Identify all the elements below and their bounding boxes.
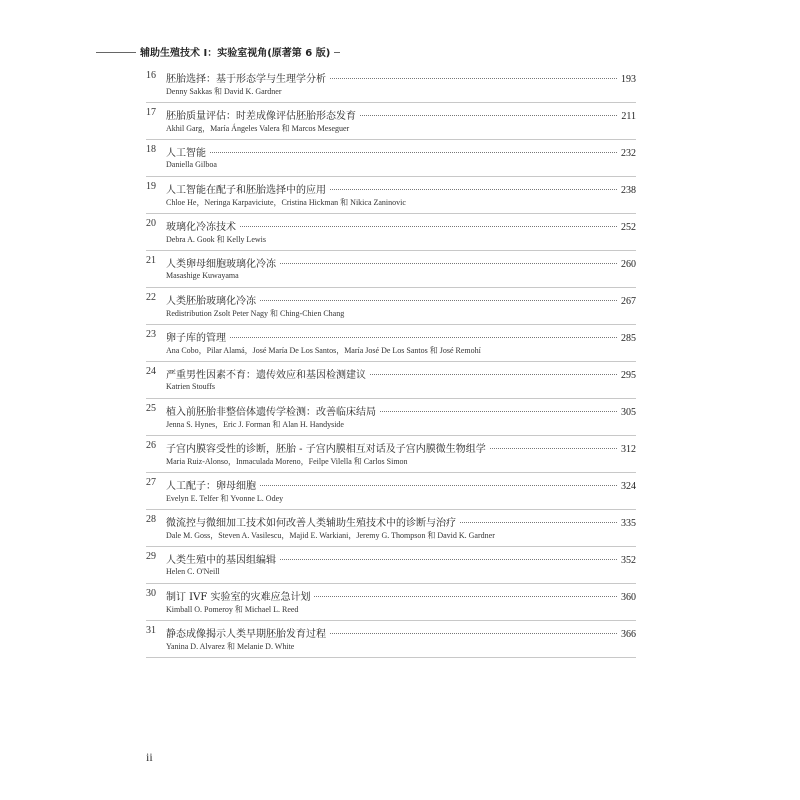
- chapter-authors: Daniella Gilboa: [166, 160, 217, 169]
- chapter-authors: Katrien Stouffs: [166, 382, 215, 391]
- chapter-page: 260: [621, 259, 636, 270]
- chapter-number: 16: [146, 70, 156, 81]
- chapter-title: 胚胎选择：基于形态学与生理学分析: [166, 74, 326, 85]
- chapter-title: 人工智能在配子和胚胎选择中的应用: [166, 185, 326, 196]
- chapter-authors: Redistribution Zsolt Peter Nagy 和 Ching-Chien Chang: [166, 309, 345, 318]
- chapter-authors: Maria Ruiz-Alonso，Inmaculada Moreno，Feilpe Vilella 和 Carlos Simon: [166, 457, 408, 466]
- chapter-number: 21: [146, 255, 156, 266]
- chapter-authors: Masashige Kuwayama: [166, 271, 239, 280]
- chapter-authors: Denny Sakkas 和 David K. Gardner: [166, 87, 282, 96]
- chapter-number: 23: [146, 329, 156, 340]
- chapter-number: 26: [146, 440, 156, 451]
- chapter-number: 20: [146, 218, 156, 229]
- chapter-page: 285: [621, 333, 636, 344]
- chapter-title: 卵子库的管理: [166, 333, 226, 344]
- dot-leader: [330, 78, 617, 79]
- chapter-title: 人工智能: [166, 148, 206, 159]
- dot-leader: [360, 115, 617, 116]
- chapter-authors: Kimball O. Pomeroy 和 Michael L. Reed: [166, 605, 299, 614]
- chapter-title: 人类卵母细胞玻璃化冷冻: [166, 259, 276, 270]
- chapter-number: 31: [146, 625, 156, 636]
- toc-entry[interactable]: [146, 177, 636, 214]
- chapter-number: 24: [146, 366, 156, 377]
- chapter-number: 27: [146, 477, 156, 488]
- chapter-title: 严重男性因素不育：遗传效应和基因检测建议: [166, 370, 366, 381]
- chapter-page: 295: [621, 370, 636, 381]
- toc-entry[interactable]: [146, 140, 636, 177]
- chapter-page: 211: [621, 111, 636, 122]
- dot-leader: [490, 448, 617, 449]
- dot-leader: [370, 374, 617, 375]
- dot-leader: [260, 300, 617, 301]
- toc-entry[interactable]: [146, 547, 636, 584]
- chapter-authors: Dale M. Goss，Steven A. Vasilescu，Majid E. Warkiani，Jeremy G. Thompson 和 David K. Gardner: [166, 531, 495, 540]
- chapter-title: 静态成像揭示人类早期胚胎发育过程: [166, 629, 326, 640]
- toc-entry[interactable]: [146, 473, 636, 510]
- chapter-title: 人类生殖中的基因组编辑: [166, 555, 276, 566]
- book-title: 辅助生殖技术 I：实验室视角(原著第 6 版): [136, 44, 334, 59]
- page-number: ii: [146, 750, 153, 764]
- toc-entry[interactable]: [146, 362, 636, 399]
- chapter-title: 胚胎质量评估：时差成像评估胚胎形态发育: [166, 111, 356, 122]
- chapter-title: 人类胚胎玻璃化冷冻: [166, 296, 256, 307]
- dot-leader: [230, 337, 617, 338]
- chapter-page: 305: [621, 407, 636, 418]
- dot-leader: [314, 596, 617, 597]
- chapter-authors: Akhil Garg，María Ángeles Valera 和 Marcos Meseguer: [166, 124, 350, 133]
- chapter-page: 324: [621, 481, 636, 492]
- chapter-page: 232: [621, 148, 636, 159]
- toc-entry[interactable]: [146, 325, 636, 362]
- dot-leader: [210, 152, 617, 153]
- toc-entry[interactable]: [146, 66, 636, 103]
- chapter-page: 252: [621, 222, 636, 233]
- chapter-authors: Helen C. O'Neill: [166, 567, 220, 576]
- chapter-authors: Ana Cobo，Pilar Alamá，José María De Los Santos，María José De Los Santos 和 José Remohí: [166, 346, 481, 355]
- chapter-page: 360: [621, 592, 636, 603]
- chapter-page: 312: [621, 444, 636, 455]
- dot-leader: [460, 522, 617, 523]
- chapter-page: 335: [621, 518, 636, 529]
- toc-entry[interactable]: [146, 436, 636, 473]
- chapter-number: 30: [146, 588, 156, 599]
- chapter-title: 植入前胚胎非整倍体遗传学检测：改善临床结局: [166, 407, 376, 418]
- chapter-page: 366: [621, 629, 636, 640]
- toc-entry[interactable]: [146, 399, 636, 436]
- chapter-page: 352: [621, 555, 636, 566]
- chapter-title: 微流控与微细加工技术如何改善人类辅助生殖技术中的诊断与治疗: [166, 518, 456, 529]
- dot-leader: [260, 485, 617, 486]
- toc-entry[interactable]: [146, 214, 636, 251]
- dot-leader: [240, 226, 617, 227]
- dot-leader: [280, 559, 617, 560]
- toc-entry[interactable]: [146, 621, 636, 658]
- chapter-number: 28: [146, 514, 156, 525]
- chapter-page: 267: [621, 296, 636, 307]
- chapter-authors: Yanina D. Alvarez 和 Melanie D. White: [166, 642, 295, 651]
- table-of-contents: [146, 66, 636, 658]
- dot-leader: [380, 411, 617, 412]
- chapter-authors: Evelyn E. Telfer 和 Yvonne L. Odey: [166, 494, 284, 503]
- toc-entry[interactable]: [146, 251, 636, 288]
- chapter-page: 238: [621, 185, 636, 196]
- chapter-number: 29: [146, 551, 156, 562]
- toc-entry[interactable]: [146, 103, 636, 140]
- chapter-title: 玻璃化冷冻技术: [166, 222, 236, 233]
- chapter-authors: Debra A. Gook 和 Kelly Lewis: [166, 235, 266, 244]
- dot-leader: [280, 263, 617, 264]
- chapter-number: 18: [146, 144, 156, 155]
- toc-entry[interactable]: [146, 288, 636, 325]
- running-header: [96, 42, 340, 60]
- toc-entry[interactable]: [146, 510, 636, 547]
- chapter-number: 22: [146, 292, 156, 303]
- toc-entry[interactable]: [146, 584, 636, 621]
- chapter-title: 制订 IVF 实验室的灾难应急计划: [166, 592, 311, 603]
- dot-leader: [330, 189, 617, 190]
- chapter-number: 17: [146, 107, 156, 118]
- chapter-authors: Chloe He，Neringa Karpaviciute，Cristina Hickman 和 Nikica Zaninovic: [166, 198, 406, 207]
- dot-leader: [330, 633, 617, 634]
- chapter-authors: Jenna S. Hynes，Eric J. Forman 和 Alan H. Handyside: [166, 420, 344, 429]
- chapter-number: 19: [146, 181, 156, 192]
- chapter-page: 193: [621, 74, 636, 85]
- entry-divider: [146, 657, 636, 658]
- chapter-number: 25: [146, 403, 156, 414]
- chapter-title: 子宫内膜容受性的诊断，胚胎 - 子宫内膜相互对话及子宫内膜微生物组学: [166, 444, 486, 455]
- chapter-title: 人工配子：卵母细胞: [166, 481, 256, 492]
